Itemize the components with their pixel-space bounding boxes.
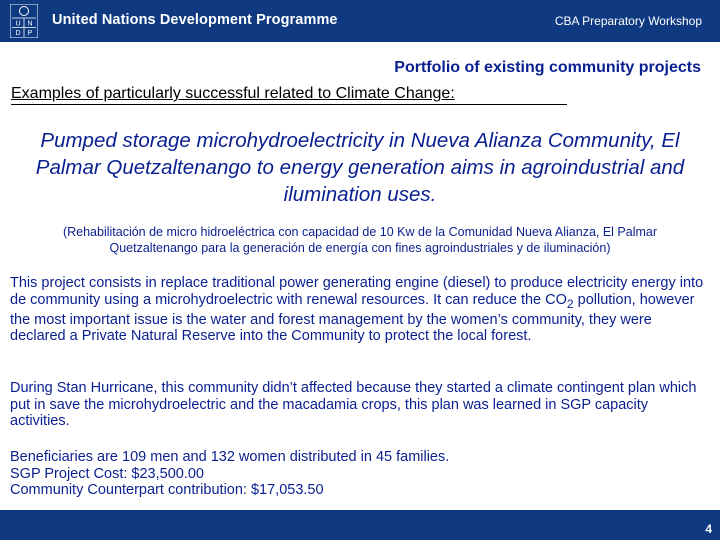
header-bar — [0, 0, 720, 42]
logo-letter-p: P — [27, 30, 33, 37]
project-title: Pumped storage microhydroelectricity in Nueva Alianza Community, El Palmar Quetzaltenango to energy generation aims in agroindustrial and ilumination uses. — [35, 129, 685, 206]
organization-name: United Nations Development Programme — [52, 12, 338, 28]
logo-letter-d: D — [15, 30, 21, 37]
beneficiaries-line: Beneficiaries are 109 men and 132 women distributed in 45 families. — [10, 449, 450, 465]
section-title: Portfolio of existing community projects — [394, 59, 701, 76]
logo-letter-n: N — [27, 20, 33, 28]
undp-logo-icon — [10, 4, 38, 38]
footer-bar — [0, 510, 720, 540]
beneficiaries-block — [10, 449, 710, 499]
project-cost-line: SGP Project Cost: $23,500.00 — [10, 465, 204, 482]
page-number: 4 — [705, 522, 712, 536]
logo-letter-u: U — [15, 20, 21, 28]
spanish-note: (Rehabilitación de micro hidroeléctrica con capacidad de 10 Kw de la Comunidad Nueva Alianza, El Palmar Quetzaltenango para la generación de energía con fines agroindustriales y de iluminación) — [62, 225, 658, 255]
co2-subscript: 2 — [566, 296, 574, 311]
project-description-paragraph — [10, 275, 710, 345]
hurricane-paragraph: During Stan Hurricane, this community didn’t affected because they started a climate contingent plan which put in save the microhydroelectric and the macadamia crops, this plan was learned in SGP capacity activities. — [10, 380, 697, 429]
slide-subtitle: Examples of particularly successful related to Climate Change: — [11, 85, 567, 105]
paragraph1-text-before: This project consists in replace traditional power generating engine (diesel) to produce electricity energy into de community using a microhydroelectric with renewal resources. It can reduce the CO — [10, 275, 704, 308]
workshop-label: CBA Preparatory Workshop — [554, 14, 702, 28]
counterpart-line: Community Counterpart contribution: $17,053.50 — [10, 482, 324, 498]
paragraph1-text-after: pollution, however the most important issue is the water and forest management by the women’s community, they were declared a Private Natural Reserve into the Community to protect the local forest. — [10, 291, 695, 345]
